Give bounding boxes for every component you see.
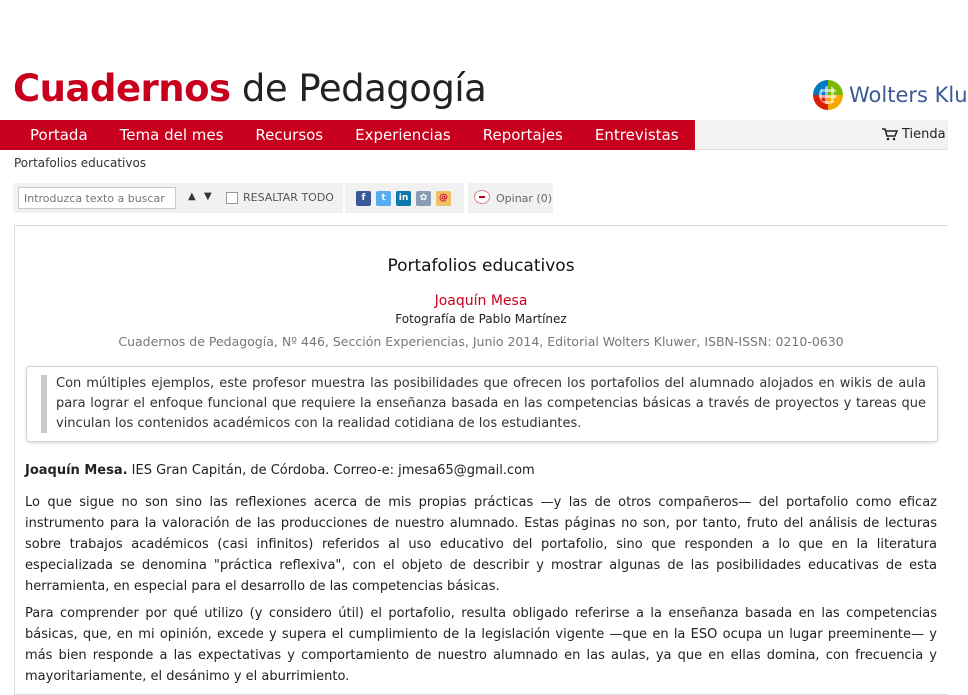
comment-bubble-icon [474,190,490,204]
search-input[interactable] [18,187,176,209]
next-match-icon[interactable]: ▼ [204,191,212,202]
photo-credit: Fotografía de Pablo Martínez [395,312,567,326]
nav-item-reportajes[interactable]: Reportajes [482,126,563,144]
nav-item-entrevistas[interactable]: Entrevistas [594,126,679,144]
share-bar [343,183,464,213]
cart-icon [882,128,898,141]
comment-label: Opinar (0) [496,192,553,205]
abstract-box [26,366,938,442]
highlight-all-checkbox[interactable] [226,192,238,204]
nav-item-experiencias[interactable]: Experiencias [355,126,451,144]
author-name: Joaquín Mesa. [25,463,128,478]
article-title: Portafolios educativos [387,256,575,276]
paragraph: Lo que sigue no son sino las reflexiones acerca de mis propias prácticas —y las de otros compañeros— del portafolio como eficaz instrumento para la valoración de las producciones de nuestro alumnado. Estas páginas no son, por tanto, fruto del análisis de lecturas sobre trabajos académicos (casi infinitos) referidos al uso educativo del portafolio, sino que responden a lo que en la literatura especializada se denomina "práctica reflexiva", con el objeto de describir y mostrar algunas de las posibilidades educativas de esta herramienta, en especial para el desarrollo de las competencias básicas. [25,495,937,594]
site-logo[interactable] [13,64,486,114]
nav-item-portada[interactable]: Portada [30,126,88,144]
comment-button[interactable] [466,183,553,213]
article-container [14,225,948,695]
shop-bar [696,120,948,150]
citation: Cuadernos de Pedagogía, Nº 446, Sección Experiencias, Junio 2014, Editorial Wolters Kluwer, ISBN-ISSN: 0210-0630 [118,334,844,349]
shop-label: Tienda [902,127,946,142]
search-toolbar [13,183,343,213]
logo-word-cuadernos: Cuadernos [13,67,231,110]
email-icon[interactable]: @ [436,191,451,206]
nav-item-recursos[interactable]: Recursos [255,126,324,144]
breadcrumb[interactable]: Portafolios educativos [14,156,147,170]
author-info [25,460,937,481]
previous-match-icon[interactable]: ▲ [188,191,196,202]
author-affiliation: IES Gran Capitán, de Córdoba. Correo-e: jmesa65@gmail.com [127,463,535,478]
publisher-name: Wolters Klu [849,83,968,107]
twitter-icon[interactable]: t [376,191,391,206]
highlight-all-label[interactable]: RESALTAR TODO [243,191,334,204]
linkedin-icon[interactable]: in [396,191,411,206]
facebook-icon[interactable]: f [356,191,371,206]
abstract-text: Con múltiples ejemplos, este profesor muestra las posibilidades que ofrecen los portafolios del alumnado alojados en wikis de aula para lograr el enfoque funcional que requiere la enseñanza basada en las competencias básicas a través de proyectos y tareas que vinculan los contenidos académicos con la realidad cotidiana de los estudiantes. [56,376,926,431]
abstract-quote-bar [41,375,47,433]
publisher-logo[interactable] [813,80,968,110]
logo-word-pedagogia: de Pedagogía [230,67,487,110]
paragraph: Para comprender por qué utilizo (y considero útil) el portafolio, resulta obligado referirse a la enseñanza basada en las competencias básicas, que, en mi opinión, excede y supera el cumplimiento de la legislación vigente —que en la ESO ocupa un lugar preeminente— y más bien responde a las expectativas y comportamiento de nuestro alumnado en las aulas, ya que en ellas domina, con frecuencia y mayoritariamente, el desánimo y el aburrimiento. [25,606,937,684]
shop-link[interactable] [882,127,946,142]
main-nav [0,120,695,150]
nav-item-tema-del-mes[interactable]: Tema del mes [119,126,224,144]
wolters-kluwer-icon [813,80,843,110]
article-author[interactable]: Joaquín Mesa [434,293,528,309]
delicious-icon[interactable]: ✿ [416,191,431,206]
